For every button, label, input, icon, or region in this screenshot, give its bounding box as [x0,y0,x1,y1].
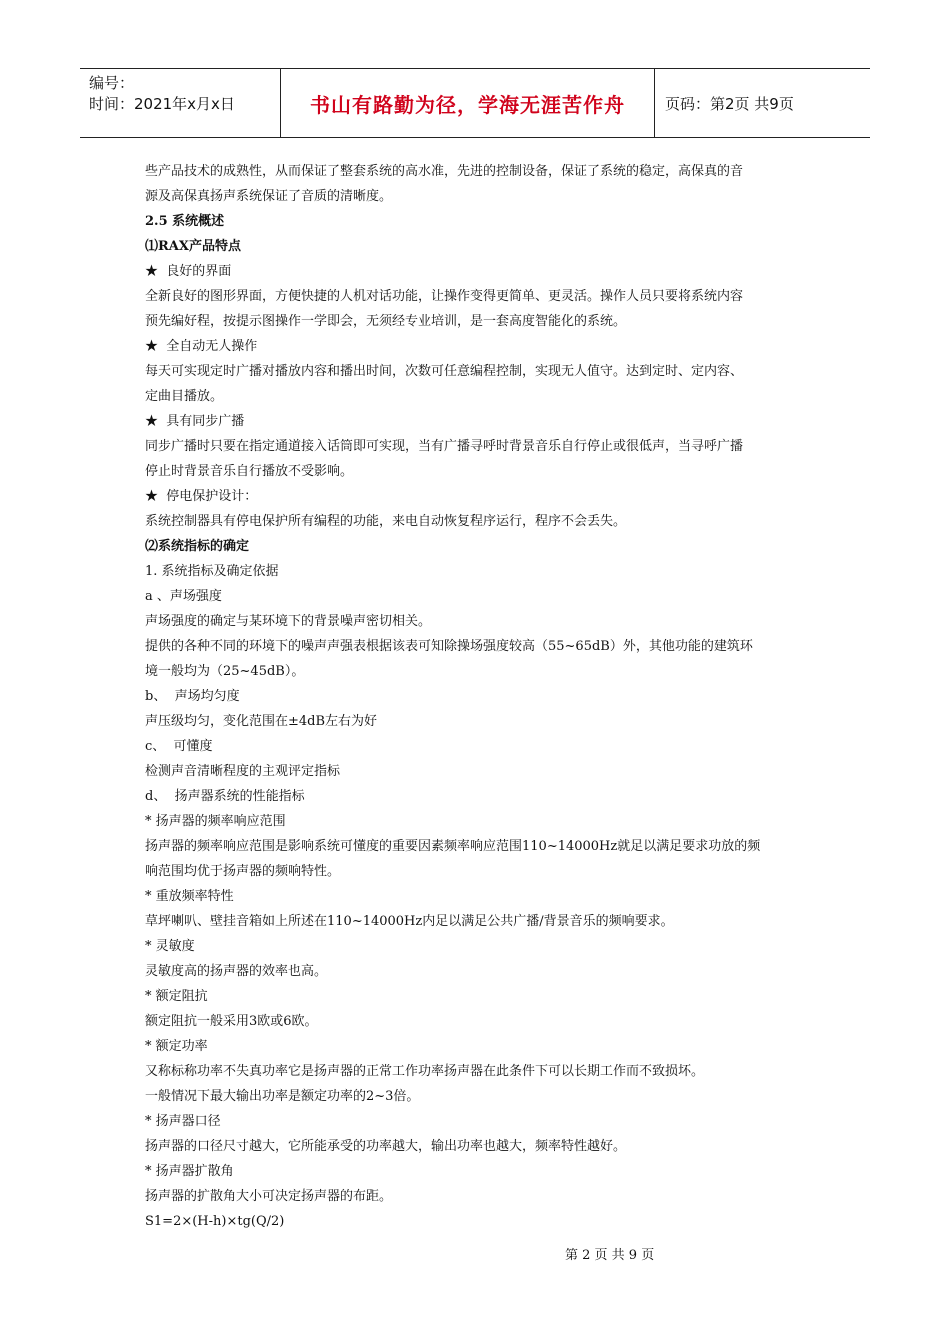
body-line: 扬声器的频率响应范围是影响系统可懂度的重要因素频率响应范围110~14000Hz就足以满足要求功放的频 [145,839,761,854]
footer-page-number: 第 2 页 共 9 页 [565,1248,655,1263]
body-line: 同步广播时只要在指定通道接入话筒即可实现，当有广播寻呼时背景音乐自行停止或很低声，当寻呼广播 [145,439,744,454]
body-line: d、 扬声器系统的性能指标 [145,789,305,804]
body-line: * 额定阻抗 [145,989,208,1004]
page-header [80,68,870,138]
header-page-number: 页码：第2页 共9页 [665,94,794,113]
body-line: 声压级均匀，变化范围在±4dB左右为好 [145,714,378,729]
body-line: 声场强度的确定与某环境下的背景噪声密切相关。 [145,614,432,629]
body-line: 一般情况下最大输出功率是额定功率的2~3倍。 [145,1089,420,1104]
section-heading: 2.5 系统概述 [145,214,225,229]
body-line: ★ 具有同步广播 [145,414,245,429]
body-line: * 扬声器扩散角 [145,1164,234,1179]
body-line: 提供的各种不同的环境下的噪声声强表根据该表可知除操场强度较高（55~65dB）外，其他功能的建筑环 [145,639,753,654]
body-line: 草坪喇叭、壁挂音箱如上所述在110~14000Hz内足以满足公共广播/背景音乐的频响要求。 [145,914,674,929]
body-line: * 灵敏度 [145,939,195,954]
document-body [145,159,815,1234]
body-line: * 扬声器口径 [145,1114,221,1129]
document-time-label: 时间：2021年x月x日 [89,95,235,113]
header-motto: 书山有路勤为径，学海无涯苦作舟 [281,69,655,137]
body-line: 响范围均优于扬声器的频响特性。 [145,864,341,879]
body-line: 停止时背景音乐自行播放不受影响。 [145,464,354,479]
body-line: 境一般均为（25~45dB）。 [145,664,305,679]
body-line: * 额定功率 [145,1039,208,1054]
body-line: 1. 系统指标及确定依据 [145,564,279,579]
body-line: 预先编好程，按提示图操作一学即会，无须经专业培训，是一套高度智能化的系统。 [145,314,627,329]
body-line: 又称标称功率不失真功率它是扬声器的正常工作功率扬声器在此条件下可以长期工作而不致损坏。 [145,1064,705,1079]
body-line: 定曲目播放。 [145,389,224,404]
body-line: 扬声器的扩散角大小可决定扬声器的布距。 [145,1189,393,1204]
body-line: * 扬声器的频率响应范围 [145,814,286,829]
body-line: b、 声场均匀度 [145,689,240,704]
body-line: 扬声器的口径尺寸越大，它所能承受的功率越大，输出功率也越大，频率特性越好。 [145,1139,627,1154]
section-heading: ⑵系统指标的确定 [145,539,250,554]
body-line: ★ 全自动无人操作 [145,339,258,354]
body-line: 源及高保真扬声系统保证了音质的清晰度。 [145,189,393,204]
body-line: 全新良好的图形界面，方便快捷的人机对话功能，让操作变得更简单、更灵活。操作人员只要将系统内容 [145,289,744,304]
body-line: 额定阻抗一般采用3欧或6欧。 [145,1014,318,1029]
body-line: ★ 停电保护设计： [145,489,258,504]
body-line: 检测声音清晰程度的主观评定指标 [145,764,341,779]
section-heading: ⑴RAX产品特点 [145,239,241,254]
body-line: c、 可懂度 [145,739,213,754]
body-line: 灵敏度高的扬声器的效率也高。 [145,964,328,979]
body-line: 些产品技术的成熟性，从而保证了整套系统的高水准，先进的控制设备，保证了系统的稳定，高保真的音 [145,164,744,179]
document-number-label: 编号： [89,74,135,92]
body-line: * 重放频率特性 [145,889,234,904]
header-meta [80,69,281,137]
body-line: 每天可实现定时广播对播放内容和播出时间，次数可任意编程控制，实现无人值守。达到定时、定内容、 [145,364,744,379]
body-line: a 、声场强度 [145,589,222,604]
body-line: S1=2×(H-h)×tg(Q/2) [145,1214,285,1229]
body-line: ★ 良好的界面 [145,264,232,279]
body-line: 系统控制器具有停电保护所有编程的功能，来电自动恢复程序运行，程序不会丢失。 [145,514,627,529]
